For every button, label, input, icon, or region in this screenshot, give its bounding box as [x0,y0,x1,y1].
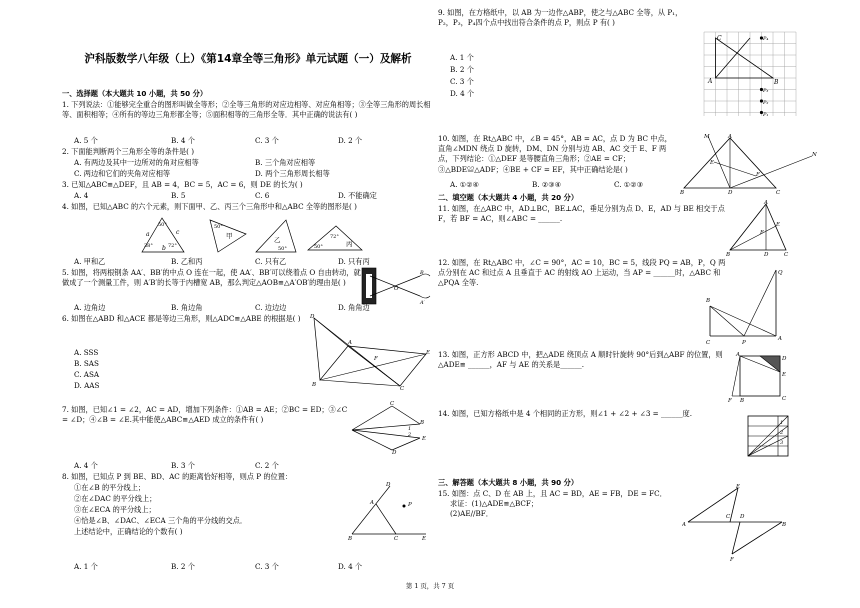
question-text: 4. 如图，已知△ABC 的六个元素，则下面甲、乙、丙三个三角形中和△ABC 全等的图形是( ) [62,202,357,211]
side-b-label: b [162,245,166,252]
question-text: 9. 如图，在方格纸中，以 AB 为一边作△ABP，使之与△ABC 全等，从 P₁，P₂，P₃，P₄四个点中找出符合条件的点 P，则点 P 有( ) [438,8,683,28]
q12-figure [706,266,788,344]
svg-text:C: C [717,35,722,42]
svg-text:P₄: P₄ [763,36,769,42]
q6-option-a: A. SSS [74,348,99,357]
section-1-heading: 一、选择题（本大题共 10 小题，共 50 分） [62,89,208,98]
svg-text:3: 3 [780,440,784,446]
svg-text:1: 1 [408,426,412,432]
question-5 [62,268,362,288]
question-3 [62,180,434,190]
svg-text:E: E [776,222,781,228]
q5-caliper-figure [360,266,432,308]
question-10 [438,134,678,175]
question-8 [62,472,362,482]
q3-option-d: D. 不能确定 [338,191,377,200]
side-c-label: c [176,229,180,236]
svg-text:F: F [730,557,734,562]
svg-text:D: D [310,314,315,320]
question-text: 7. 如图，已知∠1 = ∠2，AC = AD，增加下列条件：①AB = AE；②BC = ED；③∠C = ∠D；④∠B = ∠E.其中能使△ABC≌△AED 成立的条件有( ) [62,405,348,425]
svg-text:C: C [726,514,731,520]
q7-option-c: C. 2 个 [255,461,279,470]
svg-text:C: C [776,190,781,194]
svg-text:A: A [708,78,713,85]
question-text: 2. 下面能判断两个三角形全等的条件是( ) [62,147,195,156]
svg-text:P₃: P₃ [763,88,769,94]
q1-option-d: D. 2 个 [338,136,363,145]
q3-option-b: B. 5 [171,191,186,200]
angle-label: 50° [214,224,223,230]
svg-text:C: C [394,536,399,540]
q8-item: ④恰是∠B、∠DAC、∠ECA 三个角的平分线的交点． [74,516,248,525]
q9-option-b: B. 2 个 [450,65,474,74]
svg-text:B: B [680,190,685,194]
q10-option-b: B. ②③④ [532,180,562,189]
question-7 [62,405,352,425]
question-text: 8. 如图，已知点 P 到 BE、BD、AC 的距离恰好相等，则点 P 的位置： [62,472,293,481]
q9-option-a: A. 1 个 [450,53,474,62]
svg-text:A: A [736,352,740,358]
svg-text:A: A [728,134,732,140]
side-a-label: a [146,231,150,238]
q2-option-b: B. 三个角对应相等 [255,158,316,167]
svg-text:C: C [784,252,789,256]
svg-text:D: D [392,450,397,454]
question-14 [438,409,728,419]
page-footer: 第 1 页，共 7 页 [405,582,455,590]
question-text: 14. 如图，已知方格纸中是 4 个相同的正方形，则∠1 + ∠2 + ∠3 = ______度. [438,409,693,418]
svg-text:E: E [422,536,427,540]
q9-grid-figure [700,28,800,122]
q4-option-d: D. 只有丙 [338,257,370,266]
svg-text:A′: A′ [420,300,425,306]
angle-label: 50° [314,244,323,250]
q1-option-b: B. 4 个 [171,136,195,145]
section-3-heading: 三、解答题（本大题共 8 小题，共 90 分） [438,478,579,487]
svg-text:D: D [740,514,745,520]
q2-option-a: A. 有两边及其中一边所对的角对应相等 [74,158,199,167]
svg-text:B: B [420,270,424,276]
svg-text:C: C [400,386,405,390]
q7-option-b: B. 3 个 [171,461,195,470]
question-text: 12. 如图，在 Rt△ABC 中，∠C = 90°，AC = 10，BC = 5，线段 PQ = AB，P，Q 两点分别在 AC 和过点 A 且垂直于 AC 的射线 AO 上运动，当 AP = ______时，△ABC 和△PQA 全等. [438,258,726,288]
q6-equilateral-figure [308,310,432,390]
q10-option-c: C. ①②③ [614,180,644,189]
q8-option-c: C. 3 个 [255,562,279,571]
q8-option-b: B. 2 个 [171,562,195,571]
question-text: 15. 如图：点 C、D 在 AB 上，且 AC = BD，AE = FB，DE = FC． [438,489,667,498]
angle-label: 50° [278,246,287,252]
question-4 [62,202,434,212]
q8-figure [346,480,432,540]
svg-text:A: A [764,200,768,206]
question-text: 11. 如图，在△ABC 中，AD⊥BC，BE⊥AC，垂足分别为点 D、E，AD 与 BE 相交于点 F，若 BF = AC，则∠ABC = ______. [438,204,725,224]
q6-option-b: B. SAS [74,359,99,368]
q10-option-a: A. ①②④ [450,180,480,189]
q7-figure [348,400,430,454]
svg-text:Q: Q [778,270,783,276]
q11-figure [726,200,792,256]
svg-text:P₂: P₂ [763,100,769,106]
angle-label: 72° [168,243,177,249]
svg-text:B: B [348,536,353,540]
svg-text:2: 2 [408,432,412,438]
svg-text:A: A [778,336,782,342]
svg-text:B: B [726,252,731,256]
q4-option-b: B. 乙和丙 [171,257,203,266]
q5-option-a: A. 边角边 [74,303,106,312]
svg-text:B: B [312,382,317,388]
svg-text:B: B [740,398,745,402]
svg-text:E: E [736,484,741,490]
q8-item: ①在∠B 的平分线上； [74,483,146,492]
q3-option-a: A. 4 [74,191,89,200]
q1-option-a: A. 5 个 [74,136,98,145]
svg-text:D: D [728,190,733,194]
q4-option-a: A. 甲和乙 [74,257,106,266]
question-text: (2)AE//BF． [450,509,493,519]
q8-item: ②在∠DAC 的平分线上； [74,494,157,503]
svg-text:B: B [774,79,779,86]
question-9 [438,8,688,28]
q2-option-d: D. 两个三角形周长相等 [255,169,330,178]
svg-text:A: A [348,340,352,346]
svg-text:E: E [422,436,427,442]
svg-text:C: C [706,340,711,344]
angle-label: 38° [144,243,153,249]
q4-option-c: C. 只有乙 [255,257,287,266]
svg-text:A: A [370,500,374,506]
q5-option-d: D. 角角边 [338,303,370,312]
svg-text:B: B [420,420,425,426]
q1-option-c: C. 3 个 [255,136,279,145]
question-15 [438,489,718,520]
svg-text:E: E [426,350,431,356]
svg-text:2: 2 [780,430,784,436]
svg-text:E: E [710,160,715,166]
q10-figure [680,132,820,194]
svg-text:P: P [408,502,412,508]
svg-text:P₁: P₁ [763,112,769,118]
svg-text:B: B [706,298,711,304]
question-text: 1. 下列说法：①能够完全重合的图形叫做全等形；②全等三角形的对应边相等、对应角相等；③全等三角形的周长相等、面积相等；④所有的等边三角形都全等；⑤面积相等的三角形全等．其中正确的说法有( ) [62,100,431,120]
svg-text:F: F [374,356,378,362]
q5-option-c: C. 边边边 [255,303,287,312]
angle-label: 72° [330,234,339,240]
q2-option-c: C. 两边和它们的夹角对应相等 [74,169,171,178]
q14-grid-figure [744,412,792,458]
svg-text:F: F [728,398,732,402]
question-text: 求证：(1)△ADE≌△BCF； [450,499,539,509]
svg-text:B: B [782,522,787,528]
question-11 [438,204,728,224]
svg-text:P: P [742,340,746,344]
q8-option-d: D. 4 个 [338,562,363,571]
svg-text:N: N [812,152,817,158]
question-6 [62,314,312,324]
svg-text:F: F [756,172,760,178]
question-12 [438,258,728,289]
q7-option-a: A. 4 个 [74,461,98,470]
q13-square-figure [726,352,792,402]
svg-text:D: D [782,356,787,362]
svg-text:E: E [782,372,787,378]
svg-text:C: C [782,396,787,402]
page-title: 沪科版数学八年级（上）《第14章全等三角形》单元试题（一）及解析 [84,53,412,65]
triangle-bing-label: 丙 [346,240,353,248]
question-text: 13. 如图，正方形 ABCD 中，把△ADE 绕顶点 A 顺时针旋转 90°后到△ABF 的位置，则△ADE≌ ______，AF 与 AE 的关系是______. [438,350,723,370]
triangle-yi-label: 乙 [274,236,281,244]
q8-tail: 上述结论中，正确结论的个数有( ) [74,527,183,536]
q15-figure [682,482,788,562]
svg-text:F: F [760,230,764,236]
question-text: 10. 如图，在 Rt△ABC 中，∠B = 45°，AB = AC，点 D 为 BC 中点，直角∠MDN 绕点 D 旋转，DM、DN 分别与边 AB、AC 交于 E、F 两点，下列结论：①△DEF 是等腰直角三角形；②AE = CF；③△BDE≌△ADF；④BE + CF = EF，其中正确结论是( ) [438,134,672,174]
svg-text:O: O [394,286,399,292]
question-13 [438,350,728,370]
svg-text:D: D [386,482,391,488]
section-2-heading: 二、填空题（本大题共 4 小题，共 20 分） [438,193,579,202]
svg-text:D: D [764,252,769,256]
q3-option-c: C. 6 [255,191,270,200]
q8-item: ③在∠ECA 的平分线上； [74,505,156,514]
svg-text:A: A [682,522,686,528]
triangle-jia-label: 甲 [226,232,233,240]
svg-text:M: M [704,134,710,140]
q8-option-a: A. 1 个 [74,562,98,571]
svg-text:1: 1 [780,420,784,426]
question-1 [62,100,434,120]
question-text: 5. 如图，将两根钢条 AA′、BB′的中点 O 连在一起，使 AA′、BB′可以绕着点 O 自由转动，就做成了一个测量工件，则 A′B′的长等于内槽宽 AB，那么判定△AOB≌△A′OB′的理由是( ) [62,268,361,288]
question-text: 6. 如图在△ABD 和△ACE 都是等边三角形，则△ADC≌△ABE 的根据是( ) [62,314,301,323]
q9-option-d: D. 4 个 [450,89,475,98]
question-text: 3. 已知△ABC≌△DEF，且 AB = 4，BC = 5，AC = 6，则 DE 的长为( ) [62,180,303,189]
q5-option-b: B. 角边角 [171,303,203,312]
q9-option-c: C. 3 个 [450,77,474,86]
question-2 [62,147,434,157]
q4-triangles-figure [138,214,368,256]
q6-option-d: D. AAS [74,381,100,390]
q6-option-c: C. ASA [74,370,100,379]
angle-label: 50° [158,222,167,228]
svg-text:C: C [390,401,395,407]
